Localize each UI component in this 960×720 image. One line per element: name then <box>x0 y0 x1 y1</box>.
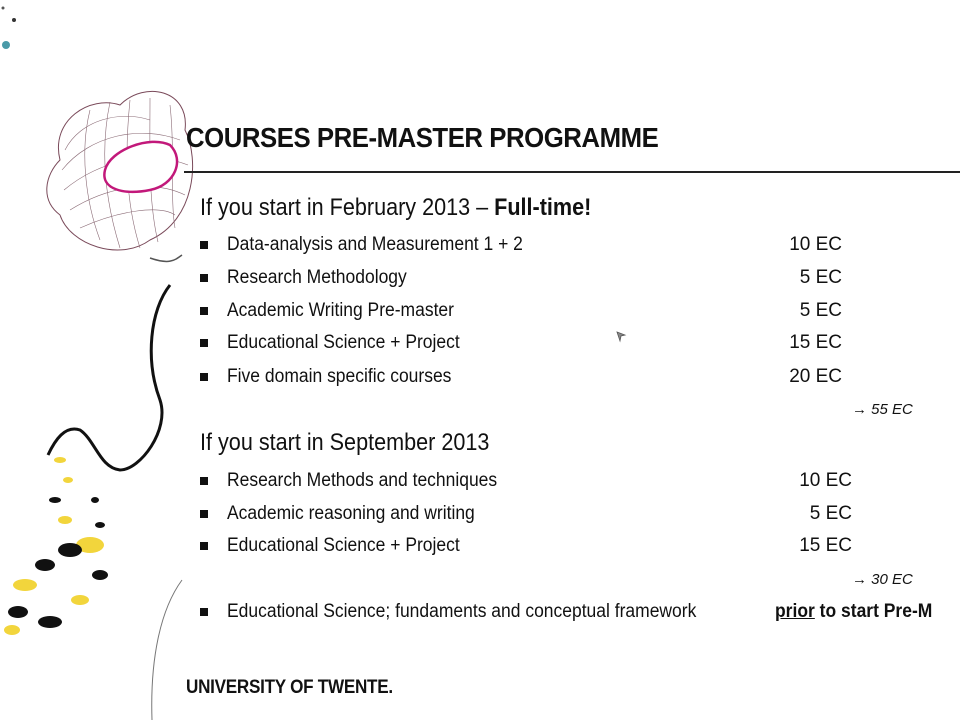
course-label: Research Methodology <box>227 267 407 288</box>
prior-underlined: prior <box>775 601 815 622</box>
square-bullet-icon <box>200 542 208 550</box>
course-credits: 10 EC <box>789 234 842 255</box>
yellow-black-dots <box>4 457 108 635</box>
mesh-blob-graphic <box>47 91 193 250</box>
course-credits: 10 EC <box>799 470 852 491</box>
course-label: Five domain specific courses <box>227 366 452 387</box>
february-heading <box>200 194 591 222</box>
course-label: Educational Science + Project <box>227 332 460 353</box>
title-divider <box>184 171 960 173</box>
square-bullet-icon <box>200 608 208 616</box>
black-curve-line <box>48 285 170 470</box>
february-total-value: 55 EC <box>871 401 913 418</box>
page-title: COURSES PRE-MASTER PROGRAMME <box>186 122 659 153</box>
course-label: Educational Science; fundaments and conceptual framework <box>227 601 697 622</box>
square-bullet-icon <box>200 307 208 315</box>
square-bullet-icon <box>200 241 208 249</box>
course-credits: 5 EC <box>799 267 842 288</box>
prior-rest: to start Pre-M <box>814 601 933 622</box>
course-credits: 5 EC <box>809 503 852 524</box>
course-label: Data-analysis and Measurement 1 + 2 <box>227 234 523 255</box>
course-label: Academic reasoning and writing <box>227 503 475 524</box>
arrow-right-icon: → <box>852 571 867 588</box>
course-credits: 20 EC <box>789 366 842 387</box>
course-label: Academic Writing Pre-master <box>227 300 454 321</box>
grey-arc-line <box>150 255 182 261</box>
february-heading-text: If you start in February 2013 – <box>200 194 495 221</box>
course-credits: 15 EC <box>789 332 842 353</box>
mouse-cursor-icon <box>616 331 628 343</box>
square-bullet-icon <box>200 510 208 518</box>
september-total <box>852 571 913 588</box>
square-bullet-icon <box>200 477 208 485</box>
square-bullet-icon <box>200 339 208 347</box>
course-label: Educational Science + Project <box>227 535 460 556</box>
arrow-right-icon: → <box>852 401 867 418</box>
september-heading: If you start in September 2013 <box>200 429 490 456</box>
corner-splash <box>2 7 17 50</box>
prior-note <box>775 601 932 623</box>
square-bullet-icon <box>200 373 208 381</box>
university-logo: UNIVERSITY OF TWENTE. <box>186 677 393 698</box>
thin-arc-line <box>152 580 182 720</box>
course-credits: 5 EC <box>799 300 842 321</box>
february-total <box>852 401 913 418</box>
square-bullet-icon <box>200 274 208 282</box>
full-time-emphasis: Full-time! <box>494 194 592 221</box>
september-total-value: 30 EC <box>871 571 913 588</box>
course-label: Research Methods and techniques <box>227 470 498 491</box>
course-credits: 15 EC <box>799 535 852 556</box>
